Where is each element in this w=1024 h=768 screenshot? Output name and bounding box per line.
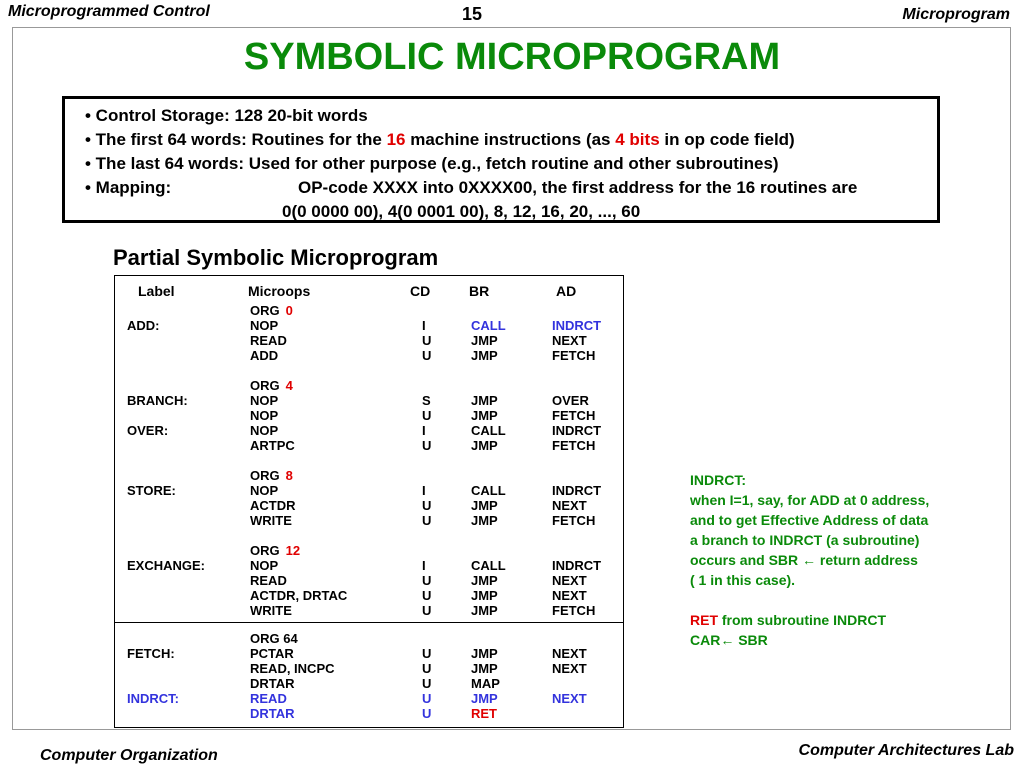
row-microops: NOP [250,483,279,498]
org-line [250,543,300,558]
row-cd: S [422,393,431,408]
row-label: STORE: [127,483,176,498]
slide-title: SYMBOLIC MICROPROGRAM [243,36,781,78]
column-header-label: Label [138,283,175,299]
info-line-mapping [85,178,858,198]
note-line: a branch to INDRCT (a subroutine) [690,532,920,548]
org-line [250,378,293,393]
row-br: JMP [471,588,498,603]
info-highlight-4-bits: 4 bits [615,130,660,149]
row-br: CALL [471,558,506,573]
row-br: CALL [471,318,506,333]
row-cd: I [422,483,426,498]
row-microops: DRTAR [250,706,295,721]
row-ad: FETCH [552,348,596,363]
table-row [0,438,1024,453]
row-microops: NOP [250,423,279,438]
page-number: 15 [462,4,483,24]
indrct-note [690,470,1010,650]
row-cd: U [422,676,432,691]
row-microops: NOP [250,558,279,573]
table-row [0,706,1024,721]
row-br: JMP [471,333,498,348]
table-divider [114,622,624,623]
row-microops: ARTPC [250,438,295,453]
row-br: JMP [471,603,498,618]
row-cd: U [422,573,432,588]
row-cd: U [422,348,432,363]
row-cd: U [422,646,432,661]
row-br: JMP [471,661,498,676]
row-br: CALL [471,483,506,498]
row-ad: NEXT [552,333,587,348]
org-directive: ORG [250,543,280,558]
row-microops: DRTAR [250,676,295,691]
row-cd: U [422,661,432,676]
row-ad: NEXT [552,661,587,676]
info-text: in op code field) [659,130,795,149]
table-row [0,676,1024,691]
row-br: JMP [471,646,498,661]
row-label: ADD: [127,318,160,333]
row-microops: READ, INCPC [250,661,335,676]
header-left-title: Microprogrammed Control [8,3,210,20]
mapping-addresses: 0(0 0000 00), 4(0 0001 00), 8, 12, 16, 20, ..., 60 [282,202,641,221]
row-cd: U [422,706,432,721]
row-ad: FETCH [552,408,596,423]
row-ad: INDRCT [552,318,602,333]
row-br: JMP [471,691,498,706]
table-row [0,348,1024,363]
row-br: JMP [471,513,498,528]
org-address: 4 [285,378,293,393]
row-ad: FETCH [552,513,596,528]
column-header-microops: Microops [248,283,311,299]
note-ret-line [690,610,1010,630]
partial-program-title: Partial Symbolic Microprogram [113,245,439,270]
mapping-label: • Mapping: [85,178,172,197]
ret-description: from subroutine INDRCT [718,612,886,628]
row-label: INDRCT: [127,691,179,706]
table-row [0,408,1024,423]
column-header-ad: AD [556,283,577,299]
row-label: FETCH: [127,646,175,661]
row-br: JMP [471,573,498,588]
row-label: EXCHANGE: [127,558,206,573]
row-cd: I [422,558,426,573]
row-microops: WRITE [250,603,292,618]
note-line: INDRCT: [690,472,746,488]
row-ad: NEXT [552,691,587,706]
table-row [0,423,1024,438]
org-line [250,303,293,318]
row-ad: NEXT [552,498,587,513]
table-row [0,318,1024,333]
row-cd: I [422,318,426,333]
table-row [0,378,1024,393]
org-address: 8 [285,468,293,483]
info-line-last-64: • The last 64 words: Used for other purpose (e.g., fetch routine and other subroutines) [85,154,779,173]
org-line [250,468,293,483]
footer-left: Computer Organization [40,747,218,764]
row-cd: U [422,588,432,603]
note-line: and to get Effective Address of data [690,512,929,528]
row-br: CALL [471,423,506,438]
table-row [0,691,1024,706]
row-ad: FETCH [552,438,596,453]
note-line: occurs and SBR ← return address [690,552,918,568]
row-microops: PCTAR [250,646,294,661]
row-microops: NOP [250,318,279,333]
note-line: ( 1 in this case). [690,572,796,588]
row-ad: INDRCT [552,558,602,573]
row-br: RET [471,706,497,721]
table-row [0,661,1024,676]
row-cd: U [422,603,432,618]
column-header-cd: CD [410,283,431,299]
info-line-control-storage: • Control Storage: 128 20-bit words [85,106,368,125]
row-br: JMP [471,408,498,423]
row-microops: ACTDR, DRTAC [250,588,348,603]
footer-right: Computer Architectures Lab [798,742,1014,759]
org-directive: ORG [250,468,280,483]
row-br: JMP [471,348,498,363]
note-line: when I=1, say, for ADD at 0 address, [690,492,930,508]
row-ad: NEXT [552,588,587,603]
column-header-br: BR [469,283,490,299]
row-microops: READ [250,333,287,348]
row-microops: ADD [250,348,279,363]
row-cd: U [422,333,432,348]
header-right-title: Microprogram [902,6,1010,23]
org-address: 0 [285,303,293,318]
row-label: OVER: [127,423,169,438]
row-ad: OVER [552,393,589,408]
row-br: JMP [471,498,498,513]
table-row [0,393,1024,408]
info-line-first-64 [85,130,795,150]
row-microops: READ [250,573,287,588]
row-cd: U [422,691,432,706]
row-ad: FETCH [552,603,596,618]
info-highlight-16: 16 [386,130,406,149]
info-box [62,96,940,223]
row-ad: INDRCT [552,423,602,438]
row-br: JMP [471,393,498,408]
row-microops: READ [250,691,287,706]
row-microops: ACTDR [250,498,296,513]
org-directive: ORG [250,303,280,318]
row-ad: NEXT [552,573,587,588]
org-directive: ORG [250,378,280,393]
org-address: 12 [285,543,301,558]
row-br: MAP [471,676,500,691]
table-row [0,333,1024,348]
row-label: BRANCH: [127,393,188,408]
note-line [690,590,1010,610]
row-microops: NOP [250,393,279,408]
row-cd: U [422,438,432,453]
table-row [0,303,1024,318]
row-cd: U [422,408,432,423]
mapping-value: OP-code XXXX into 0XXXX00, the first address for the 16 routines are [298,178,858,197]
info-text: • The first 64 words: Routines for the [85,130,387,149]
row-br: JMP [471,438,498,453]
org-directive: ORG 64 [250,631,298,646]
row-microops: NOP [250,408,279,423]
row-ad: NEXT [552,646,587,661]
info-text: machine instructions (as [405,130,616,149]
row-microops: WRITE [250,513,292,528]
note-car-line: CAR← SBR [690,632,768,648]
row-cd: I [422,423,426,438]
row-cd: U [422,498,432,513]
row-cd: U [422,513,432,528]
ret-keyword: RET [690,612,718,628]
row-ad: INDRCT [552,483,602,498]
